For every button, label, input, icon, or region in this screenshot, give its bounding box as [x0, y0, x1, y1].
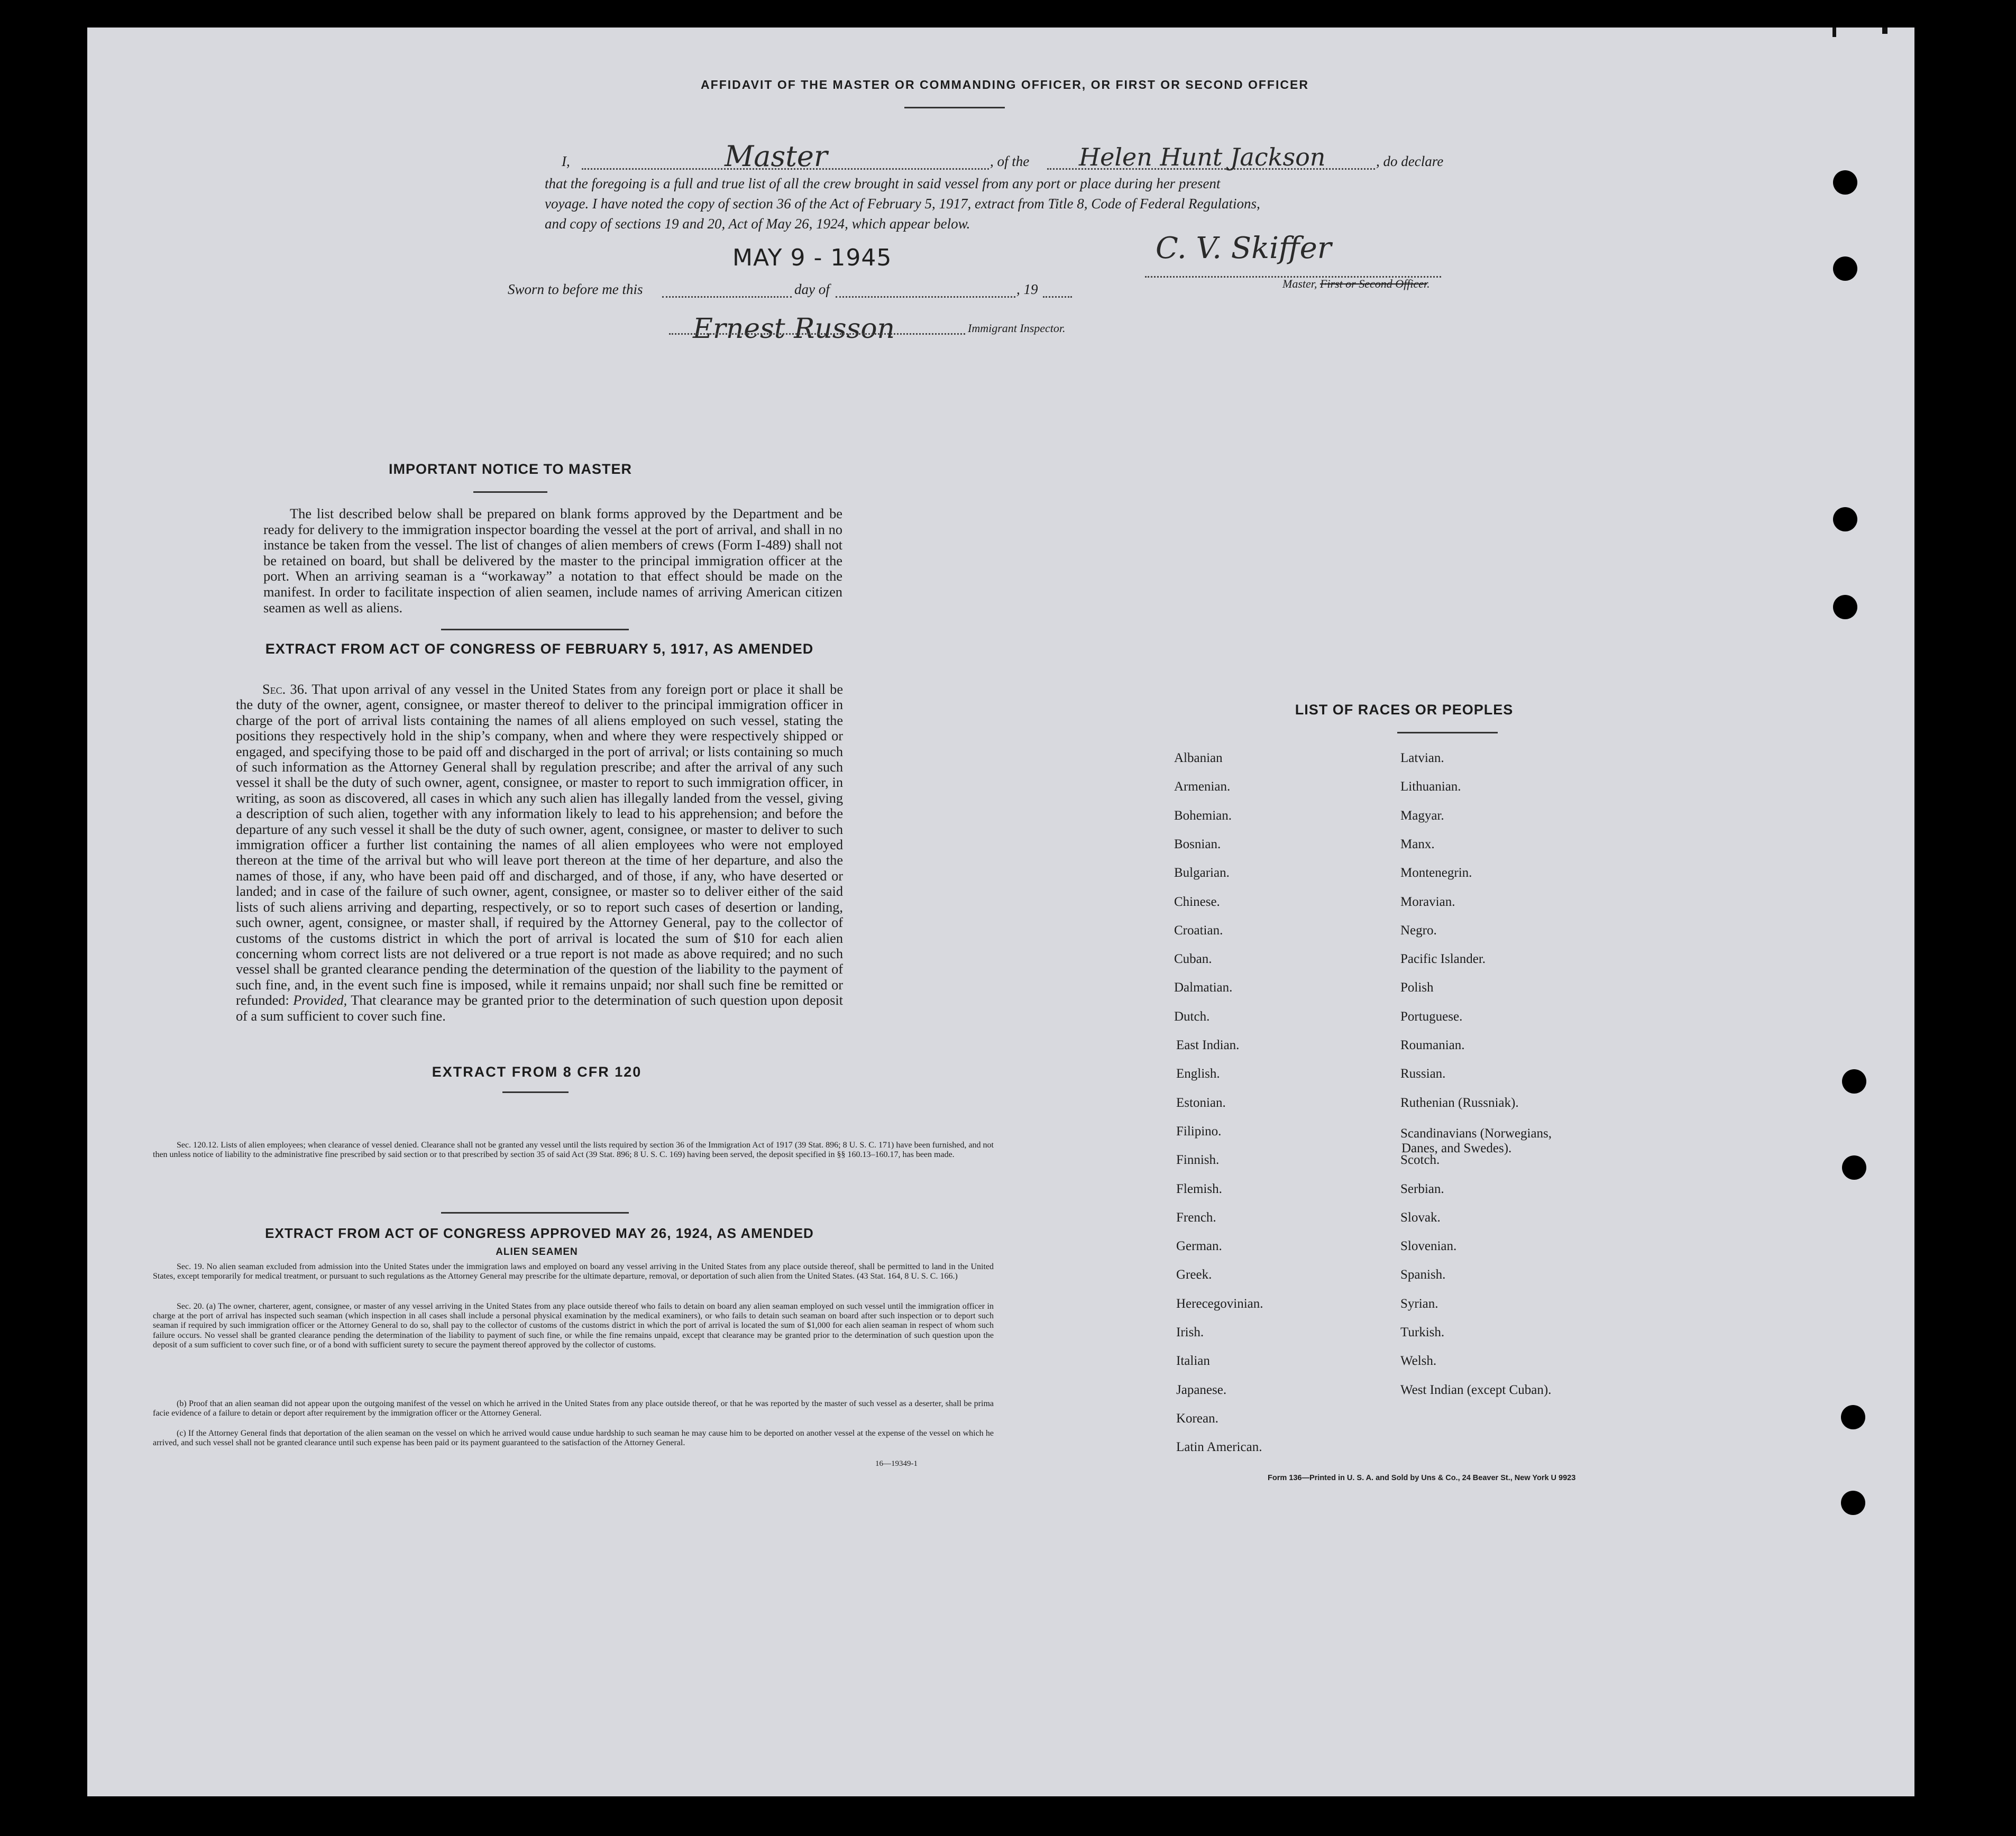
race-item: West Indian (except Cuban).	[1400, 1382, 1552, 1397]
race-item: Serbian.	[1400, 1181, 1444, 1196]
punch-hole	[1833, 170, 1857, 195]
affidavit-line1	[545, 140, 1550, 176]
punch-hole	[1841, 1405, 1865, 1429]
race-item: Greek.	[1176, 1268, 1212, 1282]
sworn-text-3: , 19	[1016, 281, 1038, 297]
extract-1924-title: EXTRACT FROM ACT OF CONGRESS APPROVED MAY 26, 1924, AS AMENDED	[265, 1225, 814, 1241]
sworn-text-2: day of	[794, 281, 830, 297]
affidavit-do-declare: , do declare	[1376, 153, 1444, 169]
race-item: Slovenian.	[1400, 1239, 1457, 1254]
sec-20b-text: (b) Proof that an alien seaman did not appear upon the outgoing manifest of the vessel on which he arrived in the United States from any place outside thereof, or that he was reported by the master of such vessel as a deserter, shall be prima facie evidence of a failure to detain or deport after requirement by the immigration officer or the Attorney General.	[153, 1399, 994, 1418]
race-item: Russian.	[1400, 1067, 1446, 1081]
race-item: German.	[1176, 1239, 1222, 1254]
race-item: Dutch.	[1174, 1009, 1210, 1024]
race-item: Dalmatian.	[1174, 980, 1233, 995]
race-item: Magyar.	[1400, 808, 1444, 823]
master-caption-struck: First or Second Officer	[1319, 277, 1427, 290]
race-item: Syrian.	[1400, 1296, 1438, 1311]
race-item: Latvian.	[1400, 751, 1444, 765]
inspector-caption: Immigrant Inspector.	[968, 322, 1066, 335]
extract-cfr-divider	[441, 1212, 629, 1214]
extract-1917-title: EXTRACT FROM ACT OF CONGRESS OF FEBRUARY 5, 1917, AS AMENDED	[265, 641, 814, 657]
race-item: Filipino.	[1176, 1124, 1222, 1139]
punch-hole	[1833, 595, 1857, 619]
extract-1917-text	[236, 682, 843, 1024]
punch-hole	[1841, 1491, 1865, 1515]
race-item: Manx.	[1400, 837, 1435, 851]
race-item: Latin American.	[1176, 1440, 1262, 1455]
race-item: Slovak.	[1400, 1210, 1441, 1225]
master-signature: C. V. Skiffer	[1156, 231, 1332, 265]
sec-36-label: Sec. 36.	[262, 682, 308, 697]
inspector-line	[669, 333, 965, 335]
affidavit-of-the: , of the	[990, 153, 1030, 169]
race-item: Turkish.	[1400, 1325, 1445, 1339]
race-item: Bulgarian.	[1174, 866, 1230, 880]
race-item: Welsh.	[1400, 1354, 1437, 1369]
edge-mark	[1832, 27, 1836, 37]
sec-36-text-b: That clearance may be granted prior to the determination of such question upon deposit of a sum sufficient to cover such fine.	[236, 993, 843, 1024]
race-item: Albanian	[1174, 751, 1223, 765]
punch-hole	[1842, 1155, 1866, 1180]
sworn-line	[508, 281, 1248, 308]
race-item: Japanese.	[1176, 1382, 1227, 1397]
vessel-name-handwritten: Helen Hunt Jackson	[1079, 143, 1326, 171]
race-item: French.	[1176, 1210, 1216, 1225]
race-item: Pacific Islander.	[1400, 952, 1486, 967]
affidavit-body-line4: and copy of sections 19 and 20, Act of May 26, 1924, which appear below.	[545, 216, 970, 232]
date-stamp: MAY 9 - 1945	[732, 244, 892, 271]
race-item: Flemish.	[1176, 1181, 1222, 1196]
race-item: Croatian.	[1174, 923, 1223, 938]
race-item: Polish	[1400, 980, 1434, 995]
races-title-rule	[1397, 732, 1498, 733]
notice-title: IMPORTANT NOTICE TO MASTER	[389, 461, 632, 477]
inspector-signature: Ernest Russon	[693, 313, 895, 345]
race-item: English.	[1176, 1067, 1220, 1081]
edge-mark	[1882, 27, 1887, 34]
races-title: LIST OF RACES OR PEOPLES	[1295, 702, 1514, 718]
affidavit-title: AFFIDAVIT OF THE MASTER OR COMMANDING OFFICER, OR FIRST OR SECOND OFFICER	[701, 78, 1309, 91]
affidavit-title-rule	[904, 107, 1005, 108]
race-item: Scandinavians (Norwegians,	[1400, 1126, 1552, 1141]
extract-cfr-text: Sec. 120.12. Lists of alien employees; when clearance of vessel denied. Clearance shall not be granted any vessel until the lists required by section 36 of the Immigration Act of 1917 (39 Stat. 896; 8 U. S. C. 171) have been furnished, and not then unless notice of liability to the administrative fine prescribed by said section or to that prescribed by section 35 of said Act (39 Stat. 896; 8 U. S. C. 169) having been served, the deposit specified in §§ 160.13–160.17, has been made.	[153, 1141, 994, 1160]
master-caption-pre: Master,	[1282, 277, 1320, 290]
affidavit-body-line3: voyage. I have noted the copy of section 36 of the Act of February 5, 1917, extract from Title 8, Code of Federal Regulations,	[545, 196, 1260, 212]
race-item: Montenegrin.	[1400, 866, 1472, 880]
race-item: East Indian.	[1176, 1038, 1240, 1052]
printer-imprint: Form 136—Printed in U. S. A. and Sold by Uns & Co., 24 Beaver St., New York U 9923	[1268, 1474, 1576, 1482]
race-item: Herecegovinian.	[1176, 1296, 1263, 1311]
document-page	[87, 27, 1914, 1796]
race-item: Moravian.	[1400, 894, 1455, 909]
notice-title-rule	[473, 491, 547, 493]
race-item: Scotch.	[1400, 1153, 1440, 1168]
sec-19-text: Sec. 19. No alien seaman excluded from admission into the United States under the immigration laws and employed on board any vessel arriving in the United States from any place outside thereof, shall be permitted to land in the United States, except temporarily for medical treatment, or pursuant to such regulations as the Attorney General may prescribe for the ultimate departure, removal, or deportation of such alien from the United States. (43 Stat. 164, 8 U. S. C. 166.)	[153, 1262, 994, 1281]
sec-20c-text: (c) If the Attorney General finds that deportation of the alien seaman on the vessel on which he arrived would cause undue hardship to such seaman he may cause him to be deported on another vessel at the expense of the vessel on which he arrived, and such vessel shall not be granted clearance until such expense has been paid or its payment guaranteed to the satisfaction of the Attorney General.	[153, 1429, 994, 1448]
notice-divider	[441, 629, 629, 630]
notice-text: The list described below shall be prepared on blank forms approved by the Department and be ready for delivery to the immigration inspector boarding the vessel at the port of arrival, and shall in no instance be taken from the vessel. The list of changes of alien members of crews (Form I-489) shall not be retained on board, but shall be delivered by the master to the principal immigration officer at the port. When an arriving seaman is a “workaway” a notation to that effect should be made on the manifest. In order to facilitate inspection of alien seamen, include names of arriving American citizen seamen as well as aliens.	[263, 506, 842, 616]
punch-hole	[1833, 256, 1857, 281]
extract-1924-subtitle: ALIEN SEAMEN	[496, 1246, 578, 1257]
sec-36-text-a: That upon arrival of any vessel in the United States from any foreign port or place it shall be the duty of the owner, agent, consignee, or master thereof to deliver to the principal immigration officer in charge of the port of arrival lists containing the names of all aliens employed on such vessel, stating the positions they respectively hold in the ship’s company, when and where they were respectively shipped or engaged, and specifying those to be paid off and discharged in the port of arrival; or lists containing so much of such information as the Attorney General shall by regulation prescribe; and after the arrival of any such vessel it shall be the duty of such owner, agent, consignee, or master to report to such immigration officer, in writing, as soon as discovered, all cases in which any such alien has illegally landed from the vessel, giving a description of such alien, together with any information likely to lead to his apprehension; and before the departure of any such vessel it shall be the duty of such owner, agent, consignee, or master to deliver to such immigration officer a further list containing the names of all alien employees who were not employed thereon at the time of the arrival but who will leave port thereon at the time of her departure, and also the names of those, if any, who have been paid off and discharged, and of those, if any, who have deserted or landed; and in case of the failure of such owner, agent, consignee, or master so to deliver either of the said lists of such aliens arriving and departing, respectively, or so to report such cases of desertion or landing, such owner, agent, consignee, or master shall, if required by the Attorney General, pay to the collector of customs of the customs district in which the port of arrival is located the sum of $10 for each alien concerning whom correct lists are not delivered or a true report is not made as above required; and no such vessel shall be granted clearance pending the determination of the question of the liability to the payment of such fine, and, in the event such fine is imposed, while it remains unpaid; nor shall such fine be remitted or refunded:	[236, 682, 843, 1008]
master-caption-end: .	[1427, 277, 1430, 290]
race-item: Roumanian.	[1400, 1038, 1465, 1052]
race-item: Estonian.	[1176, 1095, 1226, 1110]
race-item: Cuban.	[1174, 952, 1212, 967]
master-caption	[1282, 277, 1430, 291]
race-item: Irish.	[1176, 1325, 1204, 1339]
race-item: Chinese.	[1174, 894, 1220, 909]
race-item: Bosnian.	[1174, 837, 1221, 851]
race-item: Armenian.	[1174, 779, 1231, 794]
race-item: Negro.	[1400, 923, 1437, 938]
form-number: 16—19349-1	[875, 1459, 918, 1468]
race-item: Bohemian.	[1174, 808, 1232, 823]
provided-word: Provided,	[293, 993, 347, 1008]
punch-hole	[1842, 1069, 1866, 1094]
punch-hole	[1833, 507, 1857, 531]
master-handwritten: Master	[725, 140, 828, 173]
year-blank-line	[1043, 296, 1072, 298]
month-blank-line	[836, 296, 1015, 298]
sworn-text-1: Sworn to before me this	[508, 281, 643, 297]
race-item: Spanish.	[1400, 1268, 1446, 1282]
day-blank-line	[662, 296, 792, 298]
extract-cfr-rule	[502, 1091, 569, 1093]
affidavit-body-line2: that the foregoing is a full and true list of all the crew brought in said vessel from any port or place during her present	[545, 176, 1221, 191]
sec-20a-text: Sec. 20. (a) The owner, charterer, agent, consignee, or master of any vessel arriving in the United States from any place outside thereof who fails to detain on board any alien seaman employed on such vessel until the immigration officer in charge at the port of arrival has inspected such seaman (which inspection in all cases shall include a personal physical examination by the medical examiners), or who fails to detain such seaman on board after such inspection or to deport such seaman if required by such immigration officer or the Attorney General to do so, shall pay to the collector of customs of the customs district in which the port of arrival is located the sum of $1,000 for each alien seaman in respect of whom such failure occurs. No vessel shall be granted clearance pending the determination of the liability to payment of such fine, or while the fine remains unpaid, except that clearance may be granted prior to the determination of such question upon the deposit of a sum sufficient to cover such fine, or of a bond with sufficient surety to secure the payment thereof approved by the collector of customs.	[153, 1302, 994, 1350]
race-item: Portuguese.	[1400, 1009, 1463, 1024]
race-item: Ruthenian (Russniak).	[1400, 1095, 1519, 1110]
race-item: Danes, and Swedes).	[1401, 1141, 1512, 1155]
race-item: Korean.	[1176, 1411, 1218, 1426]
extract-cfr-title: EXTRACT FROM 8 CFR 120	[432, 1064, 642, 1080]
race-item: Finnish.	[1176, 1153, 1220, 1168]
affidavit-i: I,	[562, 153, 570, 169]
race-item: Lithuanian.	[1400, 779, 1461, 794]
race-item: Italian	[1176, 1354, 1210, 1369]
